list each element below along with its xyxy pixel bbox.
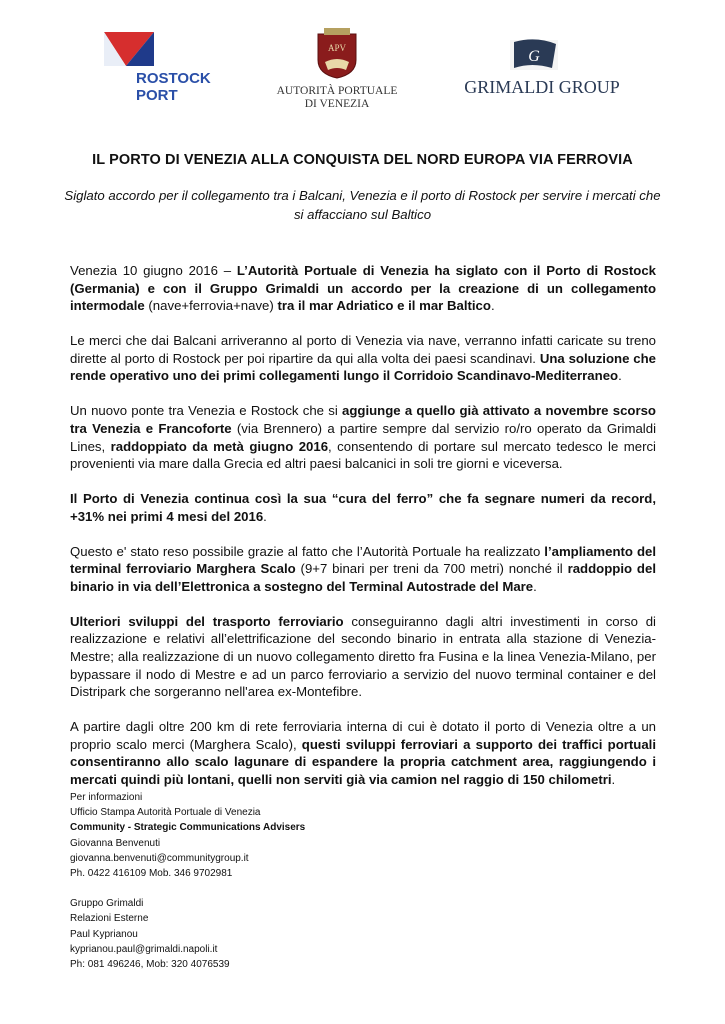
contact-block-2 <box>70 896 305 972</box>
grimaldi-logo-name: GRIMALDI GROUP <box>464 77 620 97</box>
contact-line: Ph: 081 496246, Mob: 320 4076539 <box>70 959 230 971</box>
bold-text: aggiunge a quello già attivato a novembre scorso tra Venezia e Francoforte <box>70 403 656 436</box>
text-run: . <box>611 772 616 787</box>
paragraph-2 <box>70 332 656 385</box>
contact-line: Community - Strategic Communications Advisers <box>70 822 306 834</box>
contact-line: kyprianou.paul@grimaldi.napoli.it <box>70 943 218 955</box>
contact-line: Paul Kyprianou <box>70 928 138 940</box>
paragraph-3 <box>70 402 656 472</box>
contact-line: Giovanna Benvenuti <box>70 837 161 849</box>
text-run: . <box>618 368 622 384</box>
paragraph-1 <box>70 262 656 315</box>
contact-line: giovanna.benvenuti@communitygroup.it <box>70 852 249 864</box>
text-run: Le merci che dai Balcani arriveranno al porto di Venezia via nave, verranno infatti caricate su treno dirette al porto di Rostock per poi ripartire da qui alla volta dei paesi scandinavi. <box>70 333 656 366</box>
paragraph-7 <box>70 718 656 788</box>
apv-logo-line1: AUTORITÀ PORTUALE <box>276 85 398 97</box>
rostock-logo-line2: PORT <box>136 87 178 104</box>
contact-line: Relazioni Esterne <box>70 913 149 925</box>
bold-text: Il Porto di Venezia continua così la sua “cura del ferro” che fa segnare numeri da record, +31% nei primi 4 mesi del 2016 <box>70 491 656 524</box>
apv-shield-icon <box>318 34 356 78</box>
contact-line: Ph. 0422 416109 Mob. 346 9702981 <box>70 868 233 880</box>
contact-info <box>70 790 305 987</box>
text-run: (via Brennero) a partire sempre dal servizio ro/ro operato da Grimaldi Lines, <box>70 420 656 454</box>
apv-monogram: APV <box>327 43 347 53</box>
paragraph-5 <box>70 543 656 596</box>
contact-line: Per informazioni <box>70 792 143 803</box>
document-title: IL PORTO DI VENEZIA ALLA CONQUISTA DEL NORD EUROPA VIA FERROVIA <box>92 152 633 168</box>
paragraph-4 <box>70 490 656 525</box>
text-run: . <box>533 578 537 594</box>
bold-text: l’ampliamento del terminal ferroviario Marghera Scalo <box>70 543 656 577</box>
bold-text: Ulteriori sviluppi del trasporto ferroviario <box>70 613 344 629</box>
apv-crown-icon <box>324 28 350 35</box>
contact-line: Ufficio Stampa Autorità Portuale di Venezia <box>70 807 261 819</box>
text-run: Un nuovo ponte tra Venezia e Rostock che si <box>70 403 342 419</box>
text-run: (9+7 binari per treni da 700 metri) nonché il <box>295 561 568 577</box>
logo-bar <box>0 26 725 110</box>
text-run: (nave+ferrovia+nave) <box>144 298 278 314</box>
bold-text: tra il mar Adriatico e il mar Baltico <box>277 298 491 314</box>
rostock-port-logo <box>96 30 226 104</box>
text-run: , consentendo di portare sul mercato tedesco le merci provenienti via mare dalla Grecia ed altri paesi balcanici in soli tre giorni e viceversa. <box>70 438 656 472</box>
document-subtitle: Siglato accordo per il collegamento tra i Balcani, Venezia e il porto di Rostock per servire i mercati che si affacciano sul Baltico <box>64 188 661 222</box>
apv-logo <box>262 26 412 110</box>
text-run: Venezia 10 giugno 2016 – <box>70 263 237 278</box>
grimaldi-group-logo <box>452 30 632 100</box>
text-run: . <box>263 508 267 524</box>
bold-text: raddoppiato da metà giugno 2016 <box>110 438 329 454</box>
contact-line: Gruppo Grimaldi <box>70 898 144 910</box>
text-run: A partire dagli oltre 200 km di rete ferroviaria interna di cui è dotato il porto di Venezia oltre a un proprio scalo merci (Marghera Scalo), <box>70 719 656 752</box>
apv-logo-line2: DI VENEZIA <box>304 98 370 110</box>
rostock-logo-line1: ROSTOCK <box>136 70 211 87</box>
bold-text: L’Autorità Portuale di Venezia ha siglato con il Porto di Rostock (Germania) e con il Gruppo Grimaldi un accordo per la creazione di un collegamento intermodale <box>70 263 656 314</box>
bold-text: Una soluzione che rende operativo uno dei primi collegamenti lungo il Corridoio Scandinavo-Mediterraneo <box>70 350 656 384</box>
document-body <box>70 262 656 806</box>
grimaldi-flag-letter: G <box>528 48 540 65</box>
bold-text: raddoppio del binario in via dell’Elettronica a sostegno del Terminal Autostrade del Mare <box>70 561 656 594</box>
bold-text: questi sviluppi ferroviari a supporto dei traffici portuali consentiranno allo scalo lagunare di espandere la propria catchment area, raggiungendo i mercati quindi più lontani, quelli non serviti già via camion nel raggio di 150 chilometri <box>70 736 656 787</box>
text-run: conseguiranno dagli altri investimenti in corso di realizzazione e relativi all’elettrificazione del secondo binario in entrata alla stazione di Venezia-Mestre; alla realizzazione di un nuovo collegamento diretto fra Fusina e la linea Venezia-Milano, per bypassare il nodo di Mestre e ad un parco ferroviario a servizio del nuovo terminal container e del Distripark che sorgeranno nell'area ex-Montefibre. <box>70 613 656 700</box>
text-run: Questo e' stato reso possibile grazie al fatto che l’Autorità Portuale ha realizzato <box>70 543 545 559</box>
text-run: . <box>490 298 495 314</box>
paragraph-6 <box>70 613 656 701</box>
contact-block-1 <box>70 790 305 881</box>
